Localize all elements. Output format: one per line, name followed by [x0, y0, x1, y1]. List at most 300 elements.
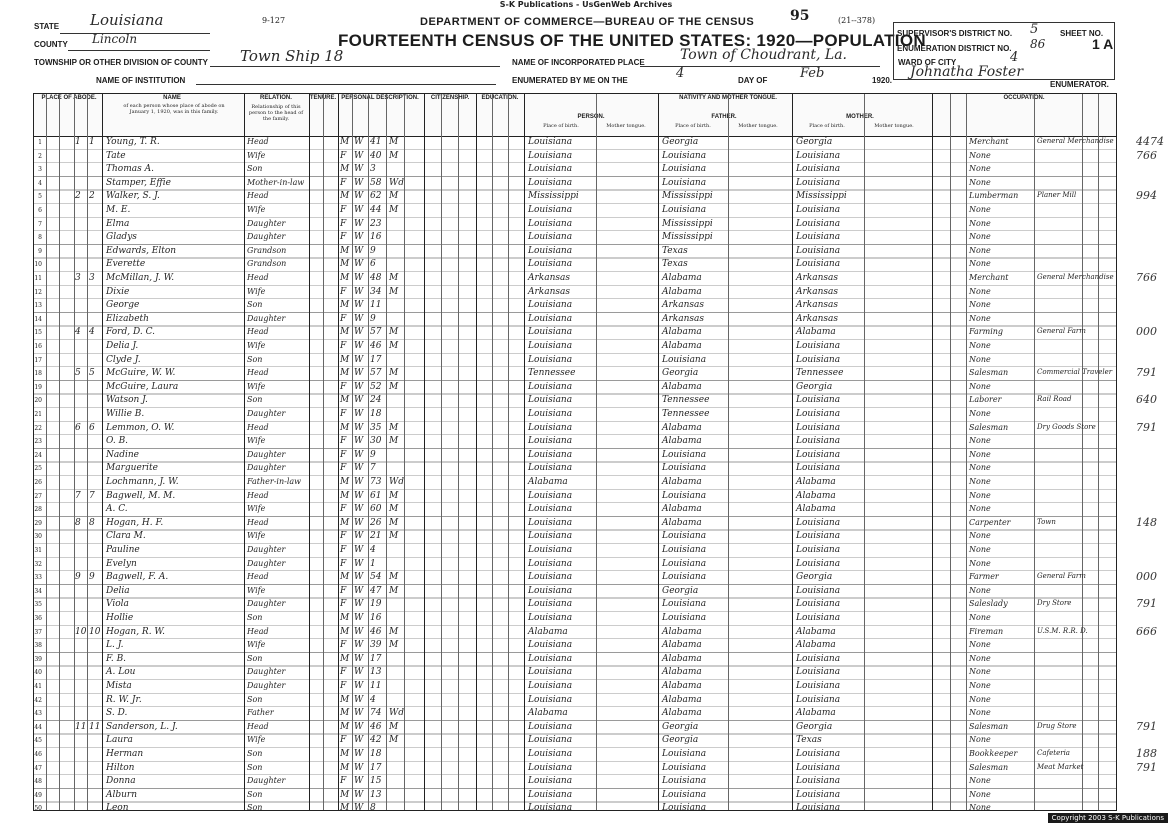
race: W	[354, 327, 364, 338]
father-birthplace: Alabama	[662, 667, 702, 678]
relationship: Daughter	[247, 545, 286, 554]
father-birthplace: Louisiana	[662, 449, 707, 460]
row-number: 11	[34, 275, 42, 282]
row-number: 47	[34, 764, 42, 772]
row-number: 38	[34, 642, 42, 650]
birthplace: Louisiana	[528, 789, 573, 800]
relationship: Head	[247, 721, 269, 731]
person-name: Walker, S. J.	[106, 191, 160, 202]
col-line	[102, 94, 103, 810]
institution-label: NAME OF INSTITUTION	[96, 76, 186, 85]
birthplace: Louisiana	[528, 585, 573, 596]
race: W	[354, 218, 364, 229]
row-number: 39	[34, 655, 42, 663]
occupation: None	[969, 300, 991, 310]
age: 26	[370, 517, 382, 528]
race: W	[354, 749, 364, 759]
person-name: M. E.	[106, 205, 131, 215]
mother-birthplace: Louisiana	[796, 599, 841, 610]
father-birthplace: Louisiana	[662, 354, 707, 365]
row-number: 34	[34, 587, 42, 595]
day-value: 4	[676, 66, 685, 81]
row-number: 9	[38, 247, 42, 255]
nativity-mother: MOTHER.	[846, 114, 874, 120]
father-birthplace: Alabama	[662, 504, 702, 515]
occupation: None	[969, 531, 991, 541]
row-number: 18	[34, 370, 42, 378]
mother-birthplace: Louisiana	[796, 585, 841, 596]
mother-birthplace: Louisiana	[796, 354, 841, 365]
birthplace: Louisiana	[528, 653, 573, 664]
occupation: None	[969, 381, 991, 391]
mother-birthplace: Louisiana	[796, 245, 841, 256]
col-line	[1082, 94, 1083, 810]
group-place-of-abode: PLACE OF ABODE.	[41, 95, 97, 101]
mother-birthplace: Tennessee	[796, 368, 844, 379]
row-number: 35	[34, 601, 42, 609]
race: W	[354, 694, 364, 705]
row-number: 22	[34, 424, 42, 432]
mother-birthplace: Louisiana	[796, 150, 841, 161]
form-number-left: 9-127	[262, 16, 286, 25]
row-number: 32	[34, 560, 42, 568]
sex: F	[340, 640, 347, 651]
marital-status: M	[389, 273, 399, 283]
family-number: 4	[89, 327, 95, 338]
occupation: None	[969, 640, 991, 650]
race: W	[354, 409, 364, 419]
occupation: Bookkeeper	[969, 749, 1018, 758]
relationship: Head	[247, 626, 269, 636]
person-name: Elma	[106, 218, 130, 229]
occupation: Salesman	[969, 368, 1009, 378]
name-sub: of each person whose place of abode on January 1, 1920, was in this family.	[123, 103, 225, 115]
sex: M	[340, 653, 350, 664]
relationship: Head	[247, 273, 269, 282]
race: W	[354, 558, 364, 569]
family-number: 7	[89, 490, 95, 501]
race: W	[354, 177, 364, 188]
father-birthplace: Louisiana	[662, 613, 707, 623]
age: 18	[370, 409, 382, 419]
father-birthplace: Louisiana	[662, 572, 707, 583]
sex: M	[340, 613, 350, 623]
marital-status: M	[389, 490, 399, 501]
dwelling-number: 10	[75, 626, 87, 637]
race: W	[354, 341, 364, 351]
mother-birthplace: Arkansas	[796, 273, 839, 283]
state-value: Louisiana	[90, 11, 164, 29]
col-line	[658, 94, 659, 810]
birthplace: Louisiana	[528, 504, 573, 515]
father-birthplace: Georgia	[662, 735, 699, 746]
relationship: Son	[247, 653, 263, 663]
birthplace: Louisiana	[528, 735, 573, 746]
township-label: TOWNSHIP OR OTHER DIVISION OF COUNTY	[34, 58, 208, 67]
father-birthplace: Mississippi	[662, 232, 713, 243]
race: W	[354, 762, 364, 773]
sex: F	[340, 776, 347, 787]
sex: M	[340, 626, 350, 637]
person-name: Mista	[106, 681, 132, 691]
age: 30	[370, 436, 382, 447]
mother-birthplace: Louisiana	[796, 531, 841, 542]
row-number: 5	[38, 193, 42, 201]
race: W	[354, 300, 364, 311]
industry: Planer Mill	[1037, 191, 1077, 200]
mother-birthplace: Louisiana	[796, 422, 841, 433]
sex: M	[340, 191, 350, 202]
person-name: Nadine	[106, 449, 140, 460]
county-value: Lincoln	[92, 32, 138, 46]
person-name: A. Lou	[106, 667, 136, 678]
ward-label: WARD OF CITY	[898, 58, 957, 67]
relationship: Son	[247, 613, 263, 622]
person-name: Alburn	[106, 789, 138, 800]
group-occupation: OCCUPATION.	[1003, 95, 1045, 101]
relationship: Head	[247, 327, 269, 337]
mother-birthplace: Louisiana	[796, 653, 841, 664]
sex: M	[340, 708, 350, 719]
father-birthplace: Georgia	[662, 368, 699, 379]
race: W	[354, 286, 364, 297]
col-line	[508, 94, 509, 810]
father-birthplace: Alabama	[662, 681, 702, 691]
side-number: 148	[1136, 515, 1157, 529]
row-number: 31	[34, 547, 42, 554]
occupation: None	[969, 259, 991, 269]
col-line	[950, 94, 951, 810]
col-line	[424, 94, 425, 810]
month-value: Feb	[800, 66, 825, 81]
industry: Meat Market	[1037, 762, 1084, 771]
age: 7	[370, 463, 376, 474]
relationship: Wife	[247, 341, 266, 350]
sex: F	[340, 735, 347, 746]
father-birthplace: Alabama	[662, 708, 702, 719]
age: 1	[370, 558, 376, 569]
dwelling-number: 5	[75, 368, 81, 379]
race: W	[354, 150, 364, 161]
person-name: L. J.	[106, 640, 124, 651]
occupation: None	[969, 164, 991, 174]
state-label: STATE	[34, 22, 60, 31]
father-birthplace: Alabama	[662, 327, 702, 338]
col-line	[1034, 94, 1035, 810]
relationship: Daughter	[247, 449, 286, 459]
marital-status: M	[389, 517, 399, 528]
age: 4	[370, 694, 376, 705]
occupation: Salesman	[969, 762, 1009, 772]
birthplace: Louisiana	[528, 354, 573, 365]
row-number: 1	[38, 139, 42, 146]
marital-status: M	[389, 327, 399, 338]
occupation: None	[969, 341, 991, 350]
place-value: Town of Choudrant, La.	[680, 47, 848, 63]
relationship: Daughter	[247, 776, 286, 786]
person-name: Willie B.	[106, 409, 145, 419]
mother-birthplace: Louisiana	[796, 681, 841, 691]
race: W	[354, 803, 364, 814]
father-birthplace: Alabama	[662, 436, 702, 447]
mother-birthplace: Louisiana	[796, 164, 841, 175]
father-birthplace: Louisiana	[662, 558, 707, 569]
relationship: Son	[247, 395, 263, 405]
form-number-right: (21--378)	[838, 16, 876, 25]
age: 17	[370, 653, 382, 664]
relationship: Wife	[247, 436, 266, 446]
table-header	[34, 94, 1116, 137]
dwelling-number: 2	[75, 191, 81, 202]
marital-status: M	[389, 368, 399, 379]
age: 46	[370, 341, 382, 351]
race: W	[354, 626, 364, 637]
publisher-line: S-K Publications - UsGenWeb Archives	[499, 0, 673, 9]
sex: F	[340, 232, 347, 243]
relationship: Daughter	[247, 232, 286, 242]
person-name: Evelyn	[106, 558, 137, 569]
person-name: F. B.	[106, 653, 127, 664]
occupation: None	[969, 150, 991, 160]
person-name: Dixie	[106, 286, 130, 297]
race: W	[354, 572, 364, 583]
row-number: 42	[34, 696, 42, 704]
sex: F	[340, 150, 347, 161]
relationship: Daughter	[247, 667, 286, 677]
mother-birthplace: Place of birth.	[809, 123, 845, 129]
sex: M	[340, 300, 350, 311]
mother-birthplace: Arkansas	[796, 286, 839, 297]
relationship: Son	[247, 694, 263, 704]
age: 57	[370, 327, 382, 338]
family-number: 2	[89, 191, 95, 202]
father-birthplace: Louisiana	[662, 164, 707, 175]
birthplace: Louisiana	[528, 572, 573, 583]
mother-birthplace: Louisiana	[796, 259, 841, 270]
race: W	[354, 531, 364, 542]
age: 40	[370, 150, 382, 161]
row-number: 4	[38, 179, 42, 187]
race: W	[354, 490, 364, 501]
occupation: None	[969, 232, 991, 242]
age: 6	[370, 259, 376, 270]
person-name: Hollie	[106, 613, 134, 623]
mother-birthplace: Louisiana	[796, 558, 841, 569]
age: 61	[370, 490, 382, 501]
relationship: Mother-in-law	[247, 177, 305, 187]
father-birthplace: Alabama	[662, 694, 702, 705]
race: W	[354, 273, 364, 283]
col-line	[932, 94, 933, 810]
father-birthplace: Louisiana	[662, 789, 707, 800]
father-birthplace: Louisiana	[662, 150, 707, 161]
industry: U.S.M. R.R. D.	[1037, 626, 1088, 635]
race: W	[354, 789, 364, 800]
person-name: Pauline	[106, 545, 140, 555]
age: 58	[370, 177, 382, 188]
sex: F	[340, 341, 347, 351]
birthplace: Arkansas	[528, 273, 571, 283]
marital-status: M	[389, 381, 399, 392]
side-number: 666	[1136, 624, 1157, 638]
side-number: 766	[1136, 271, 1157, 284]
father-birthplace: Alabama	[662, 626, 702, 637]
row-number: 44	[34, 723, 42, 731]
occupation: None	[969, 735, 991, 745]
relationship: Wife	[247, 585, 266, 595]
sex: F	[340, 463, 347, 474]
occupation: Carpenter	[969, 517, 1011, 527]
col-line	[323, 94, 324, 810]
person-name: Clyde J.	[106, 354, 141, 365]
person-name: Bagwell, M. M.	[106, 490, 176, 501]
age: 47	[370, 585, 382, 596]
col-line	[966, 94, 967, 810]
father-birthplace: Mississippi	[662, 191, 713, 202]
race: W	[354, 776, 364, 787]
age: 21	[370, 531, 382, 542]
side-number: 791	[1136, 366, 1157, 380]
side-number: 791	[1136, 420, 1157, 434]
row-number: 48	[34, 778, 42, 786]
birthplace: Louisiana	[528, 245, 573, 256]
page-title: FOURTEENTH CENSUS OF THE UNITED STATES: 1920—POPULATION	[338, 31, 926, 50]
sex: M	[340, 517, 350, 528]
age: 11	[370, 681, 382, 691]
col-line	[309, 94, 310, 810]
father-birthplace: Mississippi	[662, 218, 713, 229]
relationship: Wife	[247, 504, 266, 514]
father-birthplace: Place of birth.	[675, 123, 711, 129]
mother-birthplace: Louisiana	[796, 789, 841, 800]
relationship: Son	[247, 354, 263, 364]
age: 52	[370, 381, 382, 392]
race: W	[354, 721, 364, 732]
row-number: 29	[34, 519, 42, 527]
father-birthplace: Alabama	[662, 422, 702, 433]
ed-label: ENUMERATION DISTRICT NO.	[897, 44, 1012, 53]
occupation: None	[969, 477, 991, 486]
occupation: None	[969, 708, 991, 718]
col-line	[492, 94, 493, 810]
supervisor-label: SUPERVISOR'S DISTRICT NO.	[897, 29, 1013, 38]
person-name: R. W. Jr.	[106, 694, 142, 705]
birthplace: Louisiana	[528, 436, 573, 447]
occupation: None	[969, 803, 991, 813]
marital-status: M	[389, 341, 399, 351]
occupation: None	[969, 205, 991, 214]
col-line	[458, 94, 459, 810]
sex: M	[340, 803, 350, 814]
sex: M	[340, 694, 350, 705]
relationship: Son	[247, 789, 263, 799]
birthplace: Alabama	[528, 477, 568, 487]
age: 73	[370, 477, 382, 487]
person-name: McGuire, Laura	[106, 381, 179, 392]
birthplace: Arkansas	[528, 286, 571, 297]
occupation: None	[969, 354, 991, 364]
age: 9	[370, 245, 376, 256]
occupation: Merchant	[969, 137, 1009, 146]
row-number: 2	[38, 152, 42, 160]
marital-status: M	[389, 585, 399, 596]
row-number: 15	[34, 329, 42, 337]
sex: F	[340, 449, 347, 460]
occupation: Lumberman	[969, 191, 1019, 201]
industry: Rail Road	[1037, 395, 1072, 404]
group-education: EDUCATION.	[481, 95, 519, 101]
father-birthplace: Alabama	[662, 341, 702, 351]
occupation: None	[969, 585, 991, 595]
person-name: Viola	[106, 599, 129, 610]
col-line	[596, 94, 597, 810]
father-birthplace: Arkansas	[662, 300, 705, 311]
age: 35	[370, 422, 382, 433]
col-line	[1098, 94, 1099, 810]
enumerator-value: Johnatha Foster	[910, 64, 1024, 80]
relationship: Head	[247, 368, 269, 378]
industry: Cafeteria	[1037, 749, 1070, 757]
sex: F	[340, 286, 347, 297]
birthplace: Louisiana	[528, 721, 573, 732]
relationship: Daughter	[247, 599, 286, 609]
father-birthplace: Texas	[662, 259, 688, 270]
relationship: Daughter	[247, 681, 286, 690]
father-birthplace: Louisiana	[662, 177, 707, 188]
mother-birthplace: Louisiana	[796, 776, 841, 787]
birthplace: Louisiana	[528, 517, 573, 528]
col-line	[728, 94, 729, 810]
mother-birthplace: Georgia	[796, 572, 833, 583]
birthplace: Louisiana	[528, 463, 573, 474]
relationship: Son	[247, 164, 263, 174]
relationship: Father-in-law	[247, 477, 301, 486]
marital-status: M	[389, 572, 399, 583]
marital-status: M	[389, 531, 399, 542]
sheet-label: SHEET NO.	[1060, 29, 1104, 38]
person-name: Herman	[106, 749, 144, 759]
col-line	[352, 94, 353, 810]
age: 46	[370, 626, 382, 637]
side-number: 188	[1136, 747, 1157, 760]
sex: M	[340, 572, 350, 583]
col-line	[244, 94, 245, 810]
birthplace: Louisiana	[528, 762, 573, 773]
mother-birthplace: Georgia	[796, 381, 833, 392]
row-number: 40	[34, 669, 42, 677]
person-name: Thomas A.	[106, 164, 154, 175]
mother-birthplace: Louisiana	[796, 762, 841, 773]
birthplace: Louisiana	[528, 640, 573, 651]
race: W	[354, 137, 364, 147]
industry: General Merchandise	[1037, 273, 1114, 281]
father-birthplace: Alabama	[662, 653, 702, 664]
dwelling-number: 6	[75, 422, 81, 433]
birthplace: Louisiana	[528, 490, 573, 501]
birthplace: Alabama	[528, 626, 568, 637]
occupation: None	[969, 177, 991, 187]
occupation: None	[969, 490, 991, 500]
person-name: Leon	[106, 803, 129, 814]
occupation: Farmer	[969, 572, 999, 582]
age: 41	[370, 137, 382, 147]
occupation: Farming	[969, 327, 1004, 337]
person-name: Marguerite	[106, 463, 158, 474]
father-birthplace: Tennessee	[662, 395, 710, 406]
row-number: 7	[38, 220, 42, 228]
birthplace: Louisiana	[528, 137, 573, 147]
age: 13	[370, 667, 382, 678]
